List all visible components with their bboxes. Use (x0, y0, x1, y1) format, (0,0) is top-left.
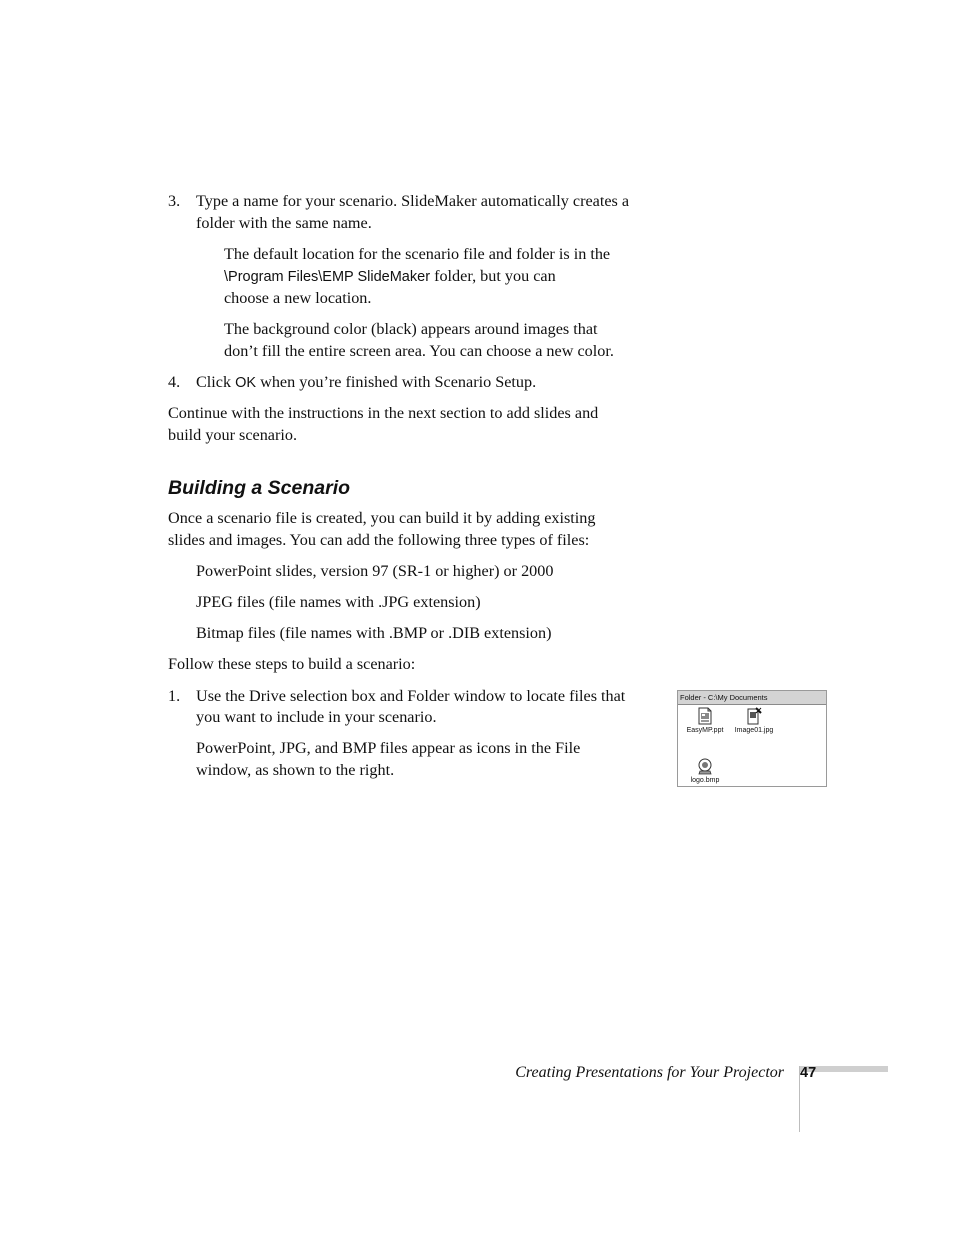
step-3-note-1-line-2-rest: folder, but you can (430, 267, 556, 285)
step-3-note-1-line-2 (224, 265, 556, 288)
file-item-image01[interactable] (729, 707, 779, 734)
step-4-number: 4. (168, 373, 181, 391)
step-3-note-1-line-1: The default location for the scenario file and folder is in the (224, 245, 611, 263)
footer-title: Creating Presentations for Your Projector (515, 1064, 784, 1081)
section-heading: Building a Scenario (168, 477, 351, 499)
ok-button-label: OK (235, 375, 257, 391)
follow-steps-text: Follow these steps to build a scenario: (168, 655, 416, 673)
program-files-path: \Program Files\EMP SlideMaker (224, 269, 431, 285)
folder-window-title: Folder - C:\My Documents (678, 691, 826, 705)
step-3-line-1: Type a name for your scenario. SlideMaker automatically creates a (196, 192, 630, 210)
step-3-note-1-line-3: choose a new location. (224, 289, 372, 307)
step-1-number: 1. (168, 687, 181, 705)
bmp-file-icon (696, 757, 714, 775)
step-4-line (196, 371, 536, 394)
file-name: EasyMP.ppt (686, 727, 724, 734)
step-3-note-2-line-1: The background color (black) appears around images that (224, 320, 598, 338)
step-3-number: 3. (168, 192, 181, 210)
step-4-prefix: Click (196, 373, 236, 391)
step-3-line-2: folder with the same name. (196, 214, 372, 232)
continue-line-1: Continue with the instructions in the next section to add slides and (168, 404, 599, 422)
step-1-note-line-1: PowerPoint, JPG, and BMP files appear as icons in the File (196, 739, 581, 757)
continue-line-2: build your scenario. (168, 426, 298, 444)
page-number: 47 (800, 1065, 817, 1081)
file-item-easymp[interactable] (680, 707, 730, 734)
step-4-suffix: when you’re finished with Scenario Setup. (256, 373, 537, 391)
file-item-logo[interactable] (680, 757, 730, 784)
step-1-line-1: Use the Drive selection box and Folder window to locate files that (196, 687, 626, 705)
step-3-note-2-line-2: don’t fill the entire screen area. You can choose a new color. (224, 342, 614, 360)
section-intro-line-2: slides and images. You can add the following three types of files: (168, 531, 590, 549)
file-type-powerpoint: PowerPoint slides, version 97 (SR-1 or higher) or 2000 (196, 562, 554, 580)
folder-window (677, 690, 827, 787)
jpg-file-icon (745, 707, 763, 725)
ppt-file-icon (696, 707, 714, 725)
step-1-line-2: you want to include in your scenario. (196, 708, 437, 726)
step-1-note-line-2: window, as shown to the right. (196, 761, 395, 779)
file-type-bitmap: Bitmap files (file names with .BMP or .DIB extension) (196, 624, 552, 642)
section-intro-line-1: Once a scenario file is created, you can build it by adding existing (168, 509, 596, 527)
file-type-jpeg: JPEG files (file names with .JPG extension) (196, 593, 481, 611)
file-name: logo.bmp (690, 777, 720, 784)
file-name: Image01.jpg (734, 727, 774, 734)
